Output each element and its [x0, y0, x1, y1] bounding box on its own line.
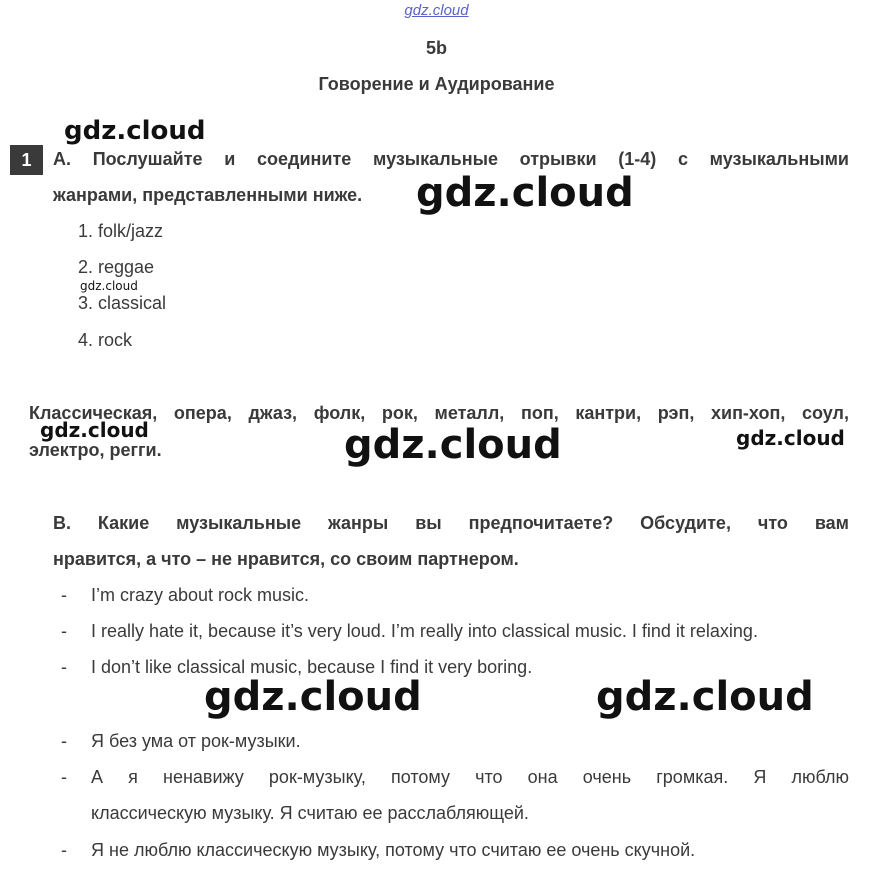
- task-a-line: A. Послушайте и соедините музыкальные отрывки (1-4) с музыкальными: [53, 149, 849, 169]
- watermark: gdz.cloud: [344, 422, 562, 468]
- dialogue-line: классическую музыку. Я считаю ее расслабляющей.: [91, 803, 529, 823]
- dash-marker: -: [61, 840, 67, 860]
- watermark: gdz.cloud: [596, 674, 814, 720]
- watermark: gdz.cloud: [404, 2, 469, 19]
- watermark: gdz.cloud: [416, 170, 634, 216]
- dash-marker: -: [61, 657, 67, 677]
- watermark: gdz.cloud: [64, 116, 206, 146]
- dialogue-line: Я без ума от рок-музыки.: [91, 731, 301, 751]
- list-item: 2. reggae: [78, 257, 155, 277]
- dash-marker: -: [61, 621, 67, 641]
- dash-marker: -: [61, 731, 67, 751]
- dash-marker: -: [61, 767, 67, 787]
- dialogue-line: I really hate it, because it’s very loud. I’m really into classical music. I find it relaxing.: [91, 621, 758, 641]
- dialogue-line: Я не люблю классическую музыку, потому что считаю ее очень скучной.: [91, 840, 696, 860]
- section-title: Говорение и Аудирование: [318, 74, 555, 94]
- task-b-line: B. Какие музыкальные жанры вы предпочитаете? Обсудите, что вам: [53, 513, 849, 533]
- dialogue-line: А я ненавижу рок-музыку, потому что она очень громкая. Я люблю: [91, 767, 849, 787]
- genres-line: электро, регги.: [29, 440, 162, 460]
- list-item: 3. classical: [78, 293, 167, 313]
- watermark: gdz.cloud: [40, 418, 149, 442]
- genres-line: Классическая, опера, джаз, фолк, рок, металл, поп, кантри, рэп, хип-хоп, соул,: [29, 403, 849, 423]
- watermark: gdz.cloud: [80, 279, 138, 293]
- dialogue-line: I’m crazy about rock music.: [91, 585, 310, 605]
- watermark: gdz.cloud: [736, 426, 845, 450]
- task-b-line: нравится, а что – не нравится, со своим партнером.: [53, 549, 519, 569]
- exercise-number: 1: [10, 145, 43, 175]
- task-a-line: жанрами, представленными ниже.: [53, 185, 363, 205]
- lesson-number: 5b: [425, 38, 447, 58]
- watermark: gdz.cloud: [204, 674, 422, 720]
- dash-marker: -: [61, 585, 67, 605]
- list-item: 1. folk/jazz: [78, 221, 164, 241]
- list-item: 4. rock: [78, 330, 133, 350]
- dialogue-line: I don’t like classical music, because I find it very boring.: [91, 657, 533, 677]
